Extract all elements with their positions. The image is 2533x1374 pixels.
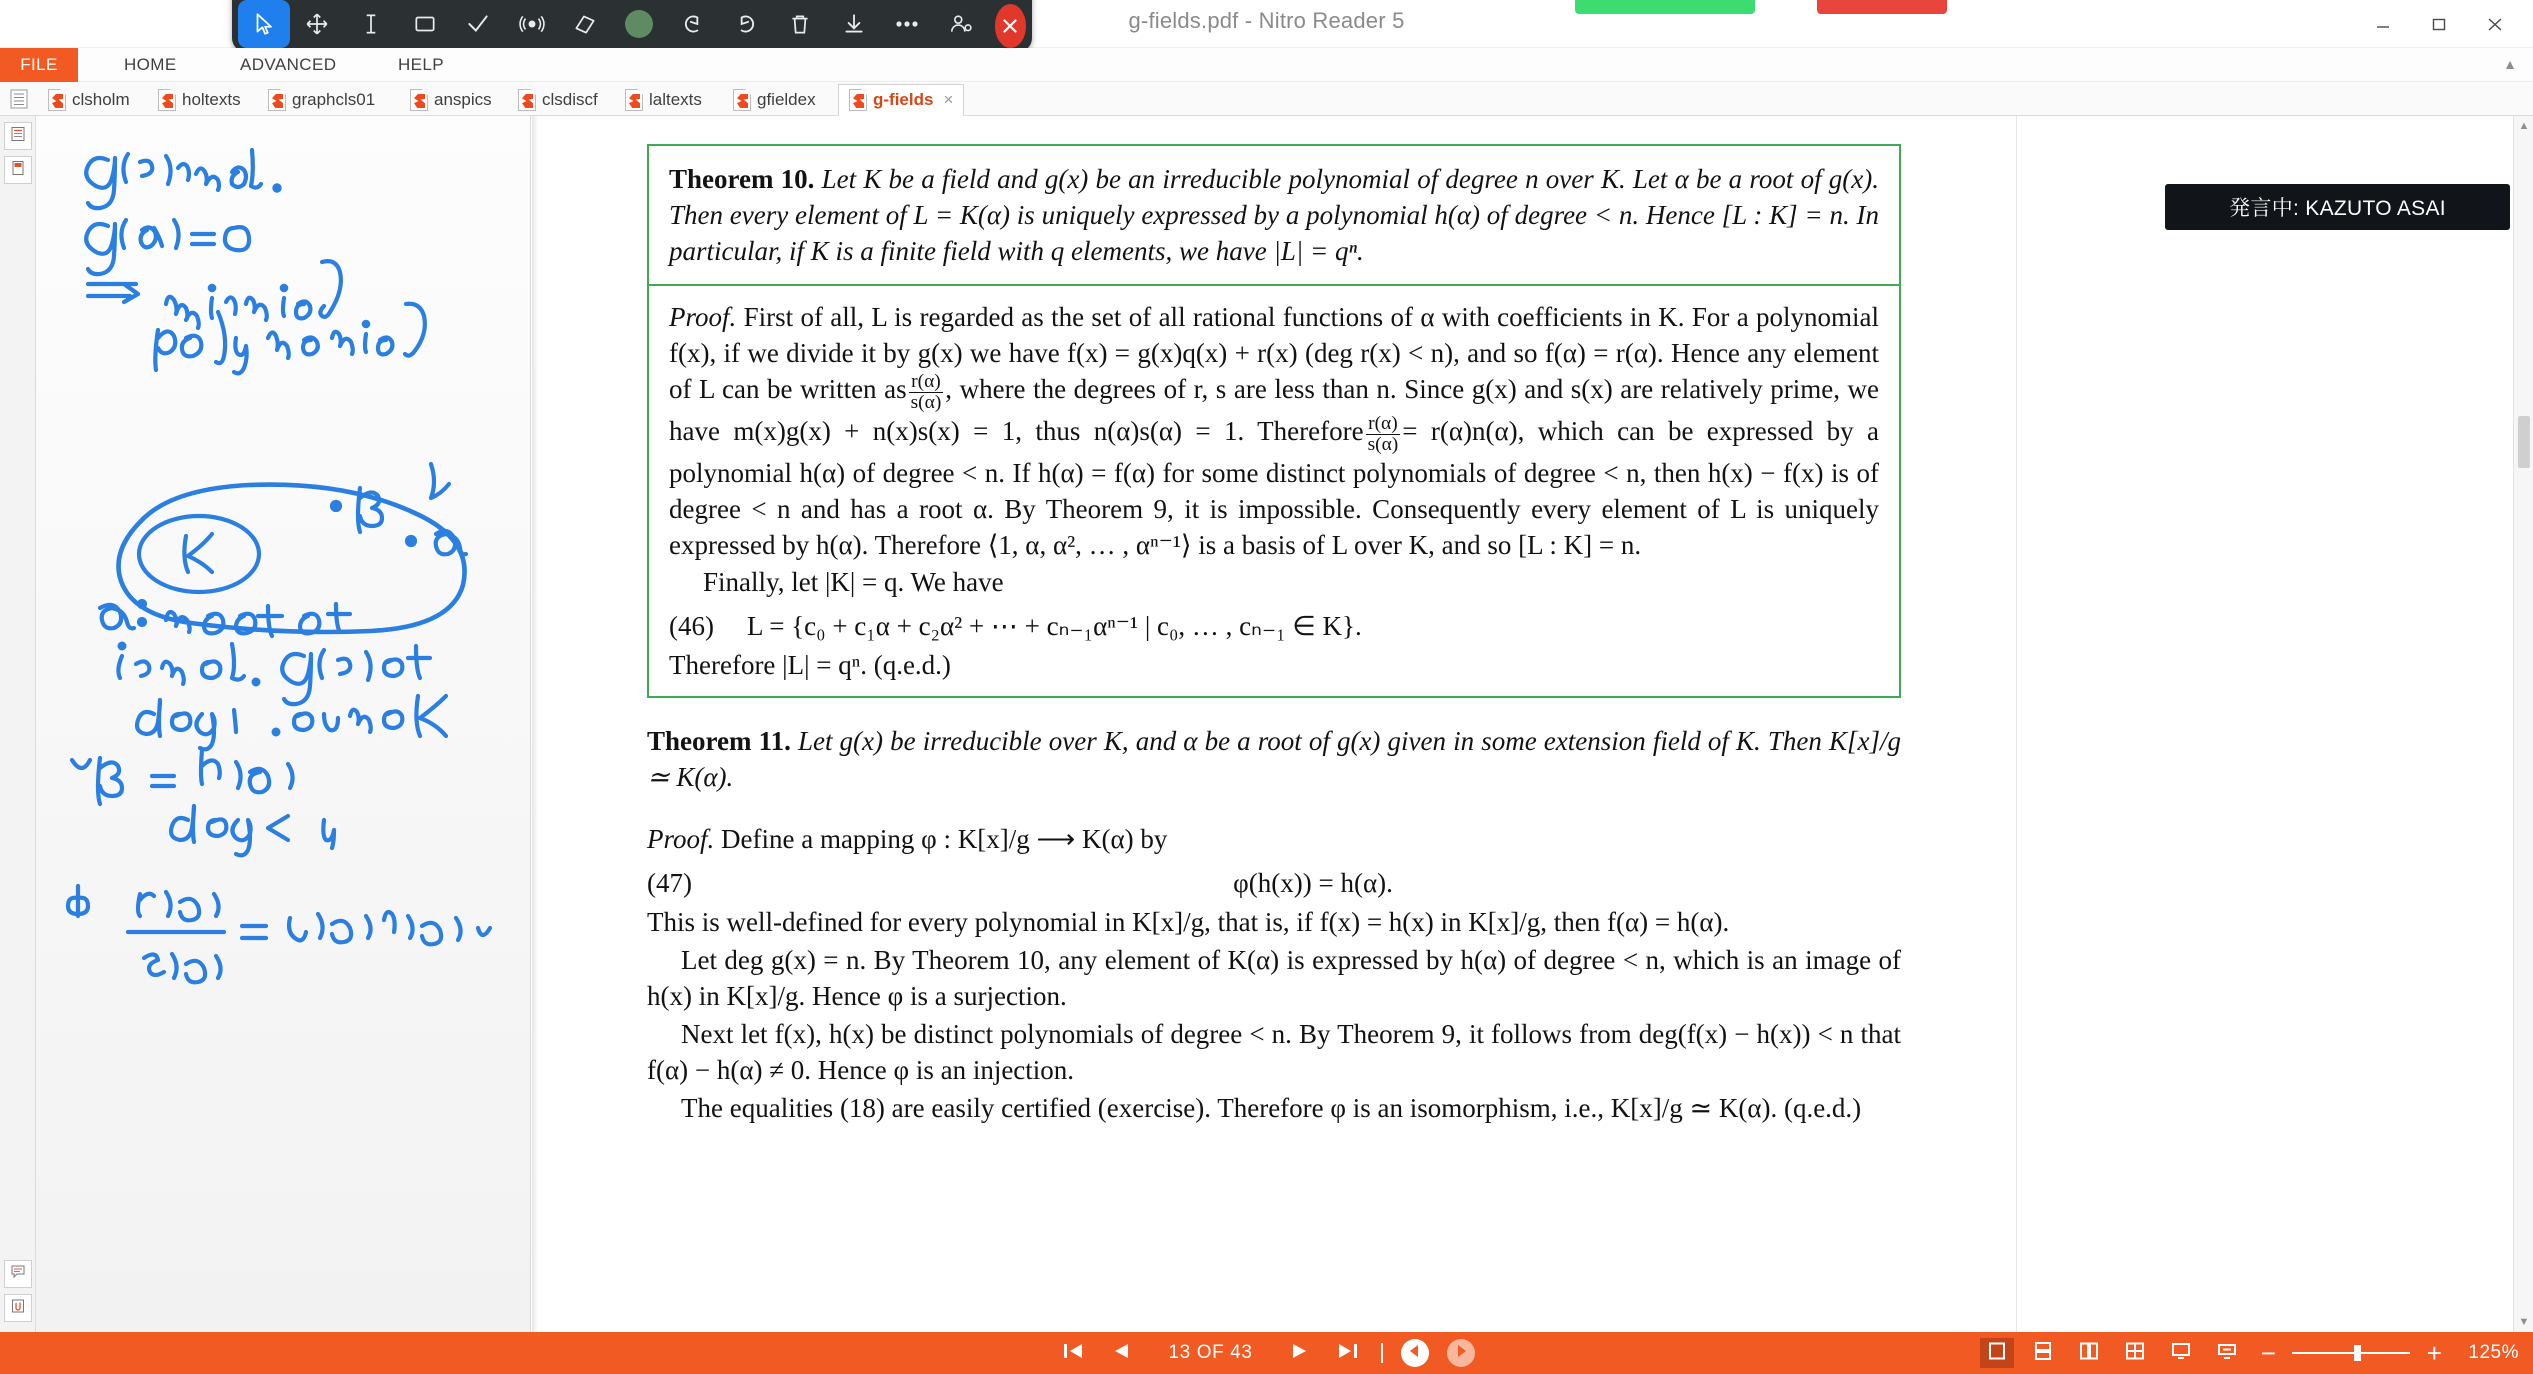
back-nav-icon xyxy=(1407,1343,1423,1364)
download-icon xyxy=(841,11,867,37)
pages-icon xyxy=(10,160,26,181)
equation-body: φ(h(x)) = h(α). xyxy=(1233,867,1393,898)
redo-arrow-icon xyxy=(733,11,759,37)
tab-close-icon[interactable]: × xyxy=(943,90,954,109)
color-swatch-button[interactable] xyxy=(613,0,665,48)
theorem-11-paragraph xyxy=(647,724,1901,796)
pdf-file-icon xyxy=(410,89,428,111)
move-tool-button[interactable] xyxy=(292,0,344,48)
status-bar xyxy=(0,1332,2533,1374)
fit-width-icon xyxy=(2216,1341,2238,1366)
fit-width-view-button[interactable] xyxy=(2210,1338,2244,1368)
bookmark-icon xyxy=(10,126,26,147)
forward-nav-icon xyxy=(1453,1343,1469,1364)
comments-panel-button[interactable] xyxy=(4,1260,32,1288)
participants-button[interactable] xyxy=(935,0,987,48)
scroll-up-arrow-icon[interactable]: ▲ xyxy=(2518,120,2530,132)
page-indicator[interactable]: 13 OF 43 xyxy=(1168,1342,1253,1363)
side-panel-rail-bottom xyxy=(0,1254,36,1322)
cursor-arrow-icon xyxy=(251,11,277,37)
view-and-zoom-tools xyxy=(1980,1338,2519,1368)
proof-text-part-2: , where the degrees of r, s are less than n. Since g(x) and s(x) are relatively prime, we have m(x)g(x) + n(x)s(x) = 1, thus n(α)s(α) = 1. Therefore xyxy=(669,373,1880,446)
next-page-icon xyxy=(1289,1341,1311,1366)
fit-page-icon xyxy=(2170,1341,2192,1366)
meeting-status-strip-green xyxy=(1575,0,1755,14)
eraser-icon xyxy=(572,11,598,37)
scrollbar-thumb[interactable] xyxy=(2518,416,2530,468)
zoom-slider[interactable] xyxy=(2292,1342,2410,1364)
proof-box xyxy=(647,286,1901,699)
trash-icon xyxy=(787,11,813,37)
tab-label: clsholm xyxy=(72,90,130,109)
fit-page-view-button[interactable] xyxy=(2164,1338,2198,1368)
ellipsis-icon xyxy=(892,11,922,37)
pdf-file-icon xyxy=(625,89,643,111)
save-button[interactable] xyxy=(828,0,880,48)
proof-text-part-1: First of all, L is regarded as the set of all rational functions of α with coefficients in K. For a polynomial f(x), if we divide it by g(x) we have f(x) = g(x)q(x) + r(x) (deg r(x) < n), and so f(α) = r(α). Hence any element of L can be written as xyxy=(669,301,1880,404)
pdf-file-icon xyxy=(268,89,286,111)
checkmark-icon xyxy=(465,11,491,37)
zoom-in-button[interactable]: + xyxy=(2426,1338,2442,1368)
fraction-denominator: s(α) xyxy=(910,392,942,414)
move-arrows-icon xyxy=(304,11,330,37)
rectangle-icon xyxy=(412,11,438,37)
fraction-denominator: s(α) xyxy=(1367,434,1399,456)
equation-number: (46) xyxy=(669,611,714,642)
single-page-icon xyxy=(1986,1341,2008,1366)
window-title: g-fields.pdf - Nitro Reader 5 xyxy=(1128,8,1405,33)
proof-paragraph-1 xyxy=(669,300,1879,564)
zoom-slider-track xyxy=(2292,1352,2410,1354)
theorem-10-box xyxy=(647,144,1901,286)
close-button[interactable] xyxy=(2467,2,2523,46)
redo-button[interactable] xyxy=(720,0,772,48)
proof-11-paragraph-b: Let deg g(x) = n. By Theorem 10, any element of K(α) is expressed by h(α) of degree < n, which is an image of h(x) in K[x]/g. Hence φ is a surjection. xyxy=(647,944,1901,1011)
continuous-view-button[interactable] xyxy=(2026,1338,2060,1368)
theorem-11-section xyxy=(647,724,1901,796)
theorem-11-text: Let g(x) be irreducible over K, and α be a root of g(x) given in some extension field of K. Then K[x]/g ≃ K(α). xyxy=(647,726,1902,793)
annotation-toolbar xyxy=(232,0,1032,52)
page-shadow xyxy=(532,116,538,1332)
proof-11-heading: Proof. xyxy=(647,824,715,855)
select-tool-button[interactable] xyxy=(238,0,290,48)
tab-gfieldex[interactable] xyxy=(723,84,826,116)
proof-11-paragraph-c: Next let f(x), h(x) be distinct polynomials of degree < n. By Theorem 9, it follows from deg(f(x) − h(x)) < n that f(α) − h(α) ≠ 0. Hence φ is an injection. xyxy=(647,1018,1901,1085)
tab-laltexts[interactable] xyxy=(615,84,712,116)
first-page-icon xyxy=(1061,1341,1085,1366)
proof-11-section xyxy=(647,822,1901,1126)
handwritten-notes-pane[interactable] xyxy=(36,116,531,1332)
proof-heading: Proof. xyxy=(669,301,737,332)
maximize-button[interactable] xyxy=(2411,2,2467,46)
text-tool-button[interactable] xyxy=(345,0,397,48)
equation-46 xyxy=(669,611,1879,642)
scroll-down-arrow-icon[interactable]: ▼ xyxy=(2518,1316,2530,1328)
fraction-numerator: r(α) xyxy=(1366,414,1401,435)
color-circle-icon xyxy=(625,10,653,38)
minimize-button[interactable] xyxy=(2355,2,2411,46)
tab-g-fields[interactable] xyxy=(838,84,964,116)
undo-button[interactable] xyxy=(667,0,719,48)
proof-paragraph-2: Finally, let |K| = q. We have xyxy=(703,567,1004,598)
nav-separator xyxy=(1381,1343,1383,1363)
equation-number: (47) xyxy=(647,867,692,898)
navigate-back-button[interactable] xyxy=(1401,1339,1429,1367)
tab-label: holtexts xyxy=(182,90,241,109)
previous-page-icon xyxy=(1110,1341,1132,1366)
first-page-button[interactable] xyxy=(1058,1338,1088,1368)
tab-clsholm[interactable] xyxy=(38,84,140,116)
tab-label: laltexts xyxy=(649,90,702,109)
close-x-icon xyxy=(999,15,1021,37)
proof-11-lead xyxy=(647,822,1901,858)
next-page-button[interactable] xyxy=(1285,1338,1315,1368)
meeting-status-strip-red xyxy=(1817,0,1947,14)
theorem-10-text: Let K be a field and g(x) be an irreducible polynomial of degree n over K. Let α be a root of g(x). Then every element of L = K(α) is uniquely expressed by a polynomial h(α) of degree < n. Hence [L : K] = n. In particular, if K is a finite field with q elements, we have |L| = qⁿ. xyxy=(669,164,1880,266)
proof-closing: Therefore |L| = qⁿ. (q.e.d.) xyxy=(669,650,951,681)
two-page-view-button[interactable] xyxy=(2072,1338,2106,1368)
menu-home[interactable]: HOME xyxy=(124,55,177,74)
menu-advanced[interactable]: ADVANCED xyxy=(240,55,337,74)
person-gear-icon xyxy=(948,11,974,37)
active-speaker-toast: 発言中: KAZUTO ASAI xyxy=(2165,184,2510,230)
grid-view-button[interactable] xyxy=(2118,1338,2152,1368)
bookmarks-panel-button[interactable] xyxy=(4,122,32,150)
fraction-numerator: r(α) xyxy=(909,372,944,393)
rectangle-tool-button[interactable] xyxy=(399,0,451,48)
more-options-button[interactable] xyxy=(881,0,933,48)
menu-help[interactable]: HELP xyxy=(398,55,445,74)
pdf-viewer[interactable] xyxy=(532,116,2533,1332)
document-list-icon[interactable] xyxy=(6,86,32,112)
tab-label: clsdiscf xyxy=(542,90,598,109)
attachments-panel-button[interactable] xyxy=(4,1294,32,1322)
tab-anspics[interactable] xyxy=(400,84,502,116)
pdf-file-icon xyxy=(48,89,66,111)
pdf-page-container xyxy=(532,116,2533,1332)
previous-page-button[interactable] xyxy=(1106,1338,1136,1368)
chevron-up-icon[interactable]: ▲ xyxy=(2503,56,2517,72)
stop-share-button[interactable] xyxy=(995,4,1027,48)
window-controls xyxy=(2355,0,2523,48)
ink-annotation-layer xyxy=(36,116,531,1332)
pdf-file-icon xyxy=(158,89,176,111)
undo-arrow-icon xyxy=(680,11,706,37)
theorem-10-heading: Theorem 10. xyxy=(669,164,815,194)
text-cursor-icon xyxy=(358,11,384,37)
tab-clsdiscf[interactable] xyxy=(508,84,608,116)
last-page-button[interactable] xyxy=(1333,1338,1363,1368)
continuous-pages-icon xyxy=(2032,1341,2054,1366)
tab-holtexts[interactable] xyxy=(148,84,251,116)
check-tool-button[interactable] xyxy=(452,0,504,48)
pdf-file-icon xyxy=(849,89,867,111)
pdf-file-icon xyxy=(518,89,536,111)
tab-label: gfieldex xyxy=(757,90,816,109)
theorem-11-heading: Theorem 11. xyxy=(647,726,791,757)
laser-pointer-icon xyxy=(519,11,545,37)
menu-file[interactable]: FILE xyxy=(0,48,78,82)
pdf-file-icon xyxy=(733,89,751,111)
comment-icon xyxy=(10,1264,26,1285)
theorem-10-paragraph xyxy=(669,162,1879,270)
proof-11-lead-text: Define a mapping φ : K[x]/g ⟶ K(α) by xyxy=(721,824,1168,855)
equation-47 xyxy=(647,868,1901,899)
pdf-page xyxy=(532,116,2017,1332)
document-tab-strip xyxy=(0,82,2533,116)
zoom-level-value[interactable]: 125% xyxy=(2468,1342,2519,1363)
single-page-view-button[interactable] xyxy=(1980,1338,2014,1368)
equation-body: L = {c₀ + c₁α + c₂α² + ⋯ + cₙ₋₁αⁿ⁻¹ | c₀, … , cₙ₋₁ ∈ K}. xyxy=(747,611,1362,642)
menu-bar xyxy=(0,48,2533,82)
last-page-icon xyxy=(1336,1341,1360,1366)
navigate-forward-button[interactable] xyxy=(1447,1339,1475,1367)
side-panel-rail xyxy=(0,116,36,1332)
tab-label: g-fields xyxy=(873,90,934,109)
vertical-scrollbar[interactable] xyxy=(2513,116,2533,1332)
fraction-r-over-s-1 xyxy=(909,372,944,414)
proof-11-paragraph-d: The equalities (18) are easily certified (exercise). Therefore φ is an isomorphism, i.e., K[x]/g ≃ K(α). (q.e.d.) xyxy=(681,1092,1862,1123)
zoom-out-button[interactable]: − xyxy=(2260,1338,2276,1368)
laser-pointer-button[interactable] xyxy=(506,0,558,48)
zoom-slider-handle[interactable] xyxy=(2354,1345,2361,1361)
tab-label: anspics xyxy=(434,90,492,109)
fraction-r-over-s-2 xyxy=(1366,414,1401,456)
delete-button[interactable] xyxy=(774,0,826,48)
paperclip-icon xyxy=(10,1298,26,1319)
proof-11-paragraph-a: This is well-defined for every polynomial in K[x]/g, that is, if f(x) = h(x) in K[x]/g, then f(α) = h(α). xyxy=(647,906,1730,937)
two-page-icon xyxy=(2078,1341,2100,1366)
tab-graphcls01[interactable] xyxy=(258,84,385,116)
pages-panel-button[interactable] xyxy=(4,156,32,184)
grid-icon xyxy=(2124,1341,2146,1366)
proof-text-part-3: = r(α)n(α), which can be expressed by a polynomial h(α) of degree < n. If h(α) = f(α) for some distinct polynomials of degree < n, then h(x) − f(x) is of degree < n and has a root α. By Theorem 9, it is impossible. Consequently every element of L is uniquely expressed by h(α). Therefore ⟨1, α, α², … , αⁿ⁻¹⟩ is a basis of L over K, and so [L : K] = n. xyxy=(669,415,1879,560)
eraser-tool-button[interactable] xyxy=(560,0,612,48)
tab-label: graphcls01 xyxy=(292,90,376,109)
